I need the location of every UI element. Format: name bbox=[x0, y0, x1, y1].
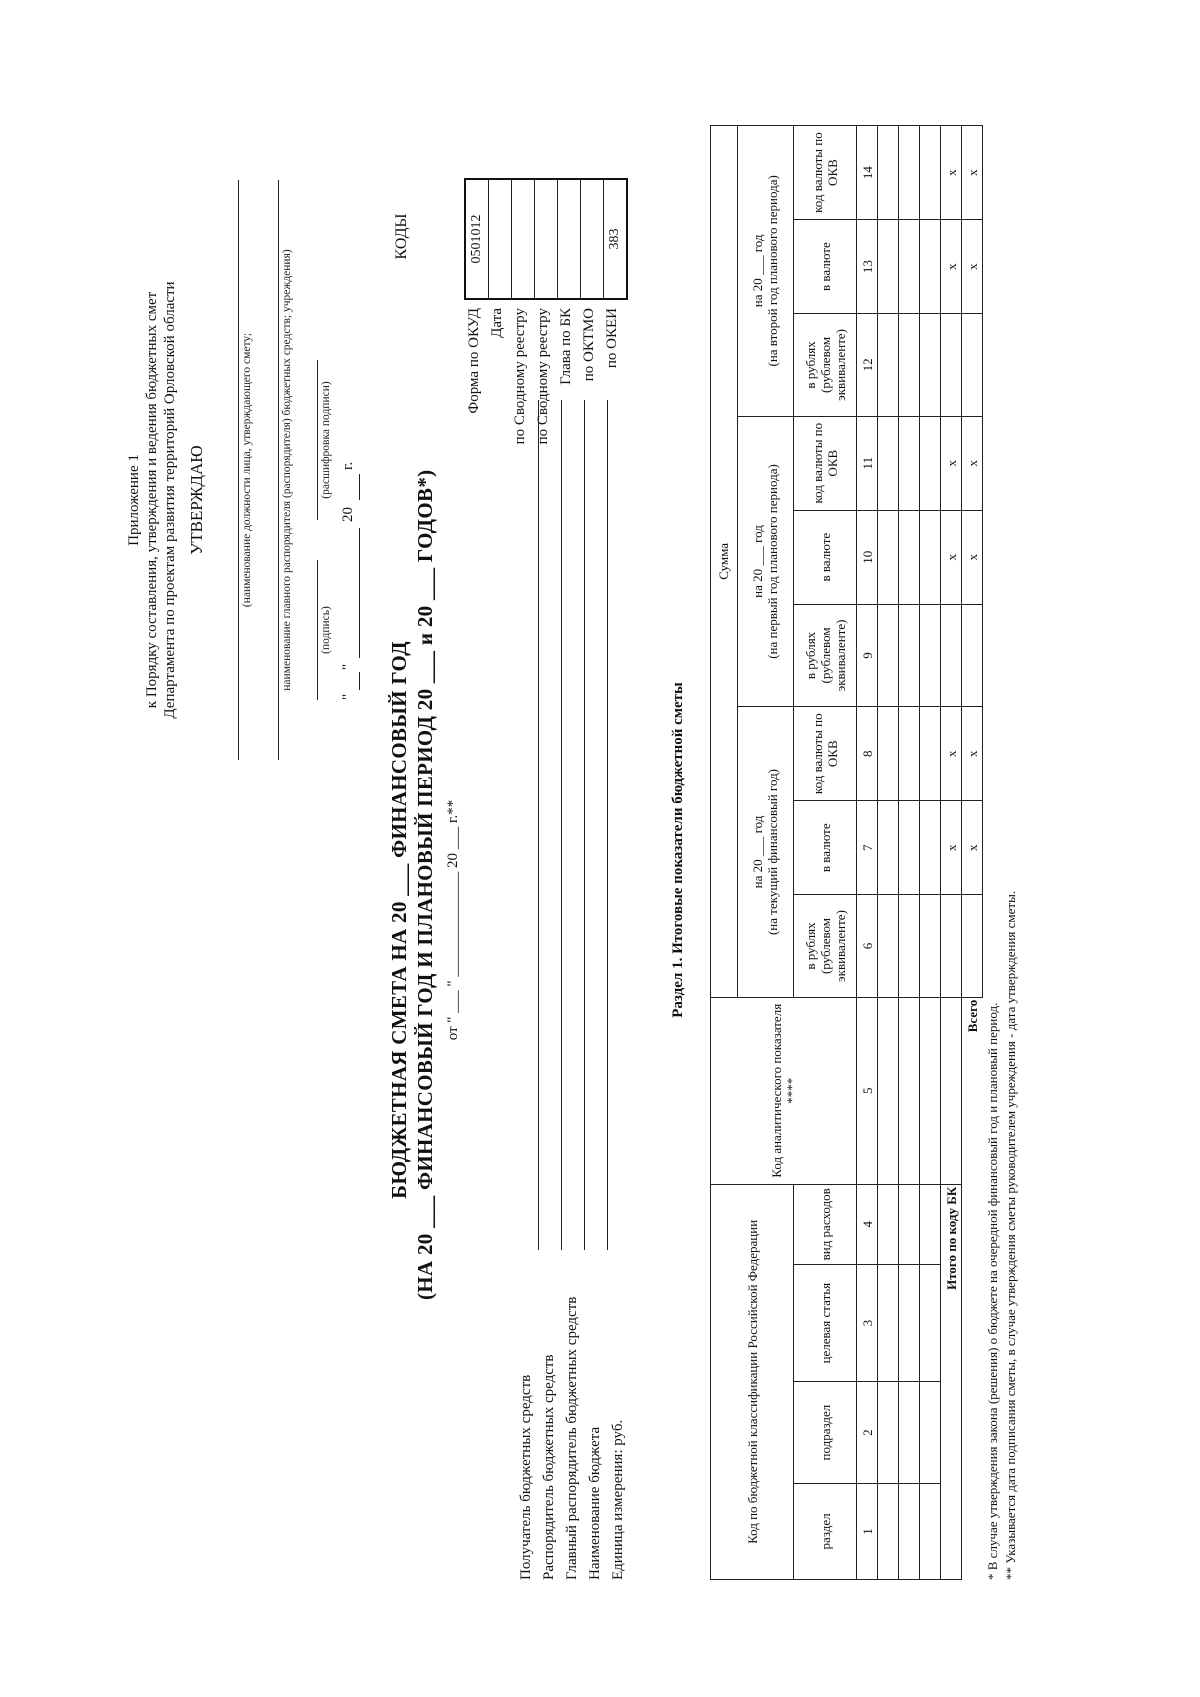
col-number: 12 bbox=[857, 314, 878, 417]
codes-table bbox=[464, 178, 628, 300]
approve-date-quote-left: " bbox=[340, 693, 356, 700]
signature-caption: (подпись) bbox=[320, 606, 332, 654]
appendix-line1: к Порядку составления, утверждения и ведения бюджетных смет bbox=[144, 291, 160, 709]
year3-title: на 20 ___ год bbox=[750, 234, 766, 308]
org-line bbox=[278, 180, 279, 760]
appendix-header bbox=[125, 220, 179, 780]
appendix-line2: Департамента по проектам развития территорий Орловской области bbox=[162, 281, 178, 719]
col-number: 5 bbox=[857, 997, 878, 1184]
approve-day-line bbox=[359, 672, 360, 690]
x-mark: x bbox=[941, 126, 962, 220]
col-celevaya: целевая статья bbox=[794, 1264, 857, 1382]
table-row[interactable] bbox=[899, 126, 920, 1580]
bk-group-header: Код по бюджетной классификации Российской Федерации bbox=[711, 1184, 794, 1579]
field-line-distributor[interactable] bbox=[561, 400, 562, 1250]
field-line-recipient[interactable] bbox=[538, 400, 539, 1250]
footnote-2: ** Указывается дата подписания сметы, в случае утверждения сметы руководителем учреждения - дата утверждения сметы. bbox=[1003, 890, 1018, 1580]
x-mark: x bbox=[962, 510, 983, 604]
approve-year-line bbox=[359, 474, 360, 500]
col-number: 13 bbox=[857, 220, 878, 314]
table-row[interactable] bbox=[878, 126, 899, 1580]
code-reestr1[interactable] bbox=[512, 179, 535, 299]
itogo-label: Итого по коду БК bbox=[941, 1184, 962, 1579]
approve-date-g: г. bbox=[340, 461, 356, 470]
fields-list bbox=[518, 1297, 633, 1580]
code-label: по Сводному реестру bbox=[512, 308, 528, 445]
col-number: 7 bbox=[857, 801, 878, 895]
approve-date-year: 20 bbox=[340, 507, 356, 522]
year1-header bbox=[737, 707, 793, 998]
col-y1-okv: код валюты по ОКВ bbox=[794, 707, 857, 801]
code-oktmo[interactable] bbox=[581, 179, 604, 299]
year2-title: на 20 ___ год bbox=[750, 525, 766, 598]
section-title: Раздел 1. Итоговые показатели бюджетной сметы bbox=[670, 682, 686, 1018]
rotated-form-sheet bbox=[125, 120, 1045, 1580]
column-numbers-row bbox=[857, 126, 878, 1580]
code-label: по Сводному реестру bbox=[535, 308, 551, 445]
field-label: Получатель бюджетных средств bbox=[518, 1374, 534, 1580]
analytic-header: Код аналитического показателя **** bbox=[711, 997, 857, 1184]
field-label: Главный распорядитель бюджетных средств bbox=[564, 1296, 580, 1580]
col-number: 1 bbox=[857, 1483, 878, 1579]
year1-sub: (на текущий финансовый год) bbox=[765, 768, 781, 936]
x-mark: x bbox=[941, 801, 962, 895]
col-y3-okv: код валюты по ОКВ bbox=[794, 126, 857, 220]
col-number: 2 bbox=[857, 1382, 878, 1483]
position-line bbox=[238, 180, 239, 760]
x-mark: x bbox=[962, 126, 983, 220]
col-y2-rub: в рублях (рублевом эквиваленте) bbox=[794, 604, 857, 707]
x-mark: x bbox=[941, 707, 962, 801]
year1-title: на 20 ___ год bbox=[750, 815, 766, 889]
year3-header bbox=[737, 126, 793, 417]
col-razdel: раздел bbox=[794, 1483, 857, 1579]
year2-sub: (на первый год планового периода) bbox=[765, 464, 781, 659]
field-label: Единица измерения: руб. bbox=[610, 1419, 626, 1580]
col-number: 8 bbox=[857, 707, 878, 801]
approve-month-line bbox=[359, 528, 360, 658]
year2-header bbox=[737, 416, 793, 707]
code-okei: 383 bbox=[604, 179, 628, 299]
codes-header: КОДЫ bbox=[393, 213, 410, 260]
x-mark: x bbox=[962, 416, 983, 510]
x-mark: x bbox=[962, 707, 983, 801]
summary-table bbox=[710, 125, 983, 1580]
appendix-number: Приложение 1 bbox=[126, 454, 142, 546]
year3-sub: (на второй год планового периода) bbox=[765, 175, 781, 367]
col-number: 3 bbox=[857, 1264, 878, 1382]
col-y2-okv: код валюты по ОКВ bbox=[794, 416, 857, 510]
x-mark: x bbox=[962, 801, 983, 895]
field-label: Наименование бюджета bbox=[587, 1426, 603, 1580]
col-y2-val: в валюте bbox=[794, 510, 857, 604]
col-number: 4 bbox=[857, 1184, 878, 1264]
col-number: 6 bbox=[857, 895, 878, 998]
field-label: Распорядитель бюджетных средств bbox=[541, 1354, 557, 1580]
decoding-caption: (расшифровка подписи) bbox=[320, 381, 332, 499]
col-podrazdel: подраздел bbox=[794, 1382, 857, 1483]
code-label: Глава по БК bbox=[558, 308, 574, 385]
doc-title-line1: БЮДЖЕТНАЯ СМЕТА НА 20 ___ ФИНАНСОВЫЙ ГОД bbox=[387, 641, 411, 1199]
vsego-label: Всего bbox=[962, 997, 983, 1579]
position-caption: (наименование должности лица, утверждающего смету; bbox=[241, 332, 253, 608]
x-mark: x bbox=[941, 510, 962, 604]
signature-line bbox=[317, 560, 318, 700]
col-number: 10 bbox=[857, 510, 878, 604]
col-y1-rub: в рублях (рублевом эквиваленте) bbox=[794, 895, 857, 998]
codes-labels bbox=[466, 308, 627, 480]
x-mark: x bbox=[941, 416, 962, 510]
code-label: Дата bbox=[489, 308, 505, 338]
col-y3-val: в валюте bbox=[794, 220, 857, 314]
code-label: по ОКТМО bbox=[581, 308, 597, 382]
code-date[interactable] bbox=[489, 179, 512, 299]
code-label: Форма по ОКУД bbox=[466, 308, 482, 414]
doc-date-line: от " ___ " ______________ 20 ___ г.** bbox=[445, 799, 461, 1041]
code-label: по ОКЕИ bbox=[604, 308, 620, 369]
col-vid: вид расходов bbox=[794, 1184, 857, 1264]
col-number: 11 bbox=[857, 416, 878, 510]
code-okud: 0501012 bbox=[465, 179, 489, 299]
col-number: 14 bbox=[857, 126, 878, 220]
field-line-budget-name[interactable] bbox=[607, 400, 608, 1250]
doc-title-line2: (НА 20 ___ ФИНАНСОВЫЙ ГОД И ПЛАНОВЫЙ ПЕРИОД 20 ___ и 20 ___ ГОДОВ*) bbox=[413, 469, 437, 1300]
itogo-row bbox=[941, 126, 962, 1580]
field-line-main-distributor[interactable] bbox=[584, 400, 585, 1250]
col-y1-val: в валюте bbox=[794, 801, 857, 895]
decoding-line bbox=[317, 360, 318, 520]
x-mark: x bbox=[941, 220, 962, 314]
col-y3-rub: в рублях (рублевом эквиваленте) bbox=[794, 314, 857, 417]
approve-date-quote-right: " bbox=[340, 663, 356, 670]
approve-title: УТВЕРЖДАЮ bbox=[187, 445, 206, 555]
org-caption: наименование главного распорядителя (распорядителя) бюджетных средств; учреждения) bbox=[281, 249, 293, 691]
vsego-row bbox=[962, 126, 983, 1580]
code-reestr2[interactable] bbox=[535, 179, 558, 299]
footnote-1: * В случае утверждения закона (решения) о бюджете на очередной финансовый год и плановый период. bbox=[985, 1002, 1000, 1580]
table-row[interactable] bbox=[920, 126, 941, 1580]
col-number: 9 bbox=[857, 604, 878, 707]
summa-header: Сумма bbox=[711, 126, 738, 998]
x-mark: x bbox=[962, 220, 983, 314]
code-glava[interactable] bbox=[558, 179, 581, 299]
